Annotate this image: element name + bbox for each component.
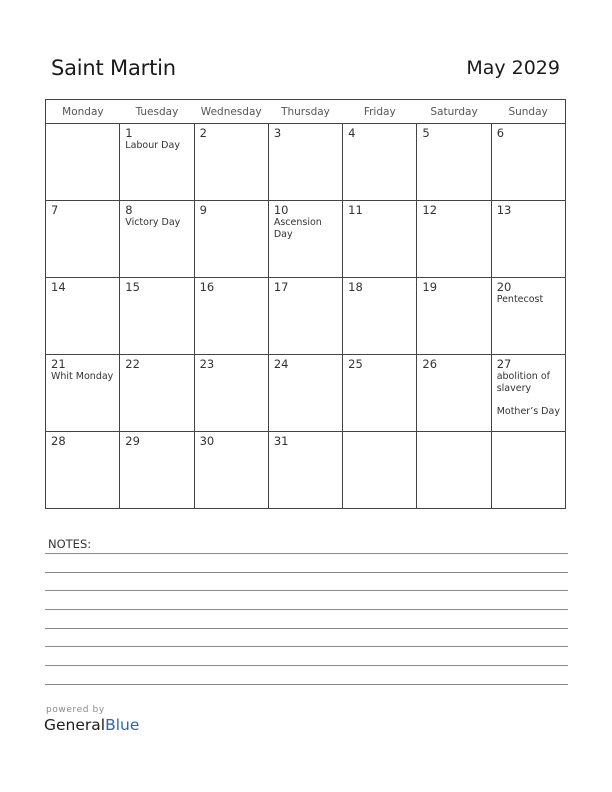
- day-number: 9: [199, 203, 207, 217]
- brand-footer: [44, 705, 139, 734]
- day-cell: [46, 278, 120, 355]
- day-number: 7: [51, 203, 59, 217]
- day-cell: [120, 432, 194, 509]
- day-cell: [268, 201, 342, 278]
- note-line: [45, 665, 568, 666]
- day-cell: [46, 201, 120, 278]
- day-cell: [194, 432, 268, 509]
- day-cell: [120, 355, 194, 432]
- day-cell: [343, 432, 417, 509]
- day-cell: [268, 355, 342, 432]
- day-cell: [194, 278, 268, 355]
- weekday-header: Wednesday: [194, 100, 268, 124]
- day-number: 30: [199, 434, 215, 448]
- day-number: 17: [273, 280, 289, 294]
- week-row: [46, 278, 566, 355]
- day-cell: [194, 124, 268, 201]
- country-title: Saint Martin: [51, 56, 176, 80]
- day-number: 19: [422, 280, 438, 294]
- day-number: 4: [348, 126, 356, 140]
- day-cell: [491, 432, 565, 509]
- note-line: [45, 572, 568, 573]
- day-cell: [194, 355, 268, 432]
- day-number: 25: [348, 357, 363, 371]
- day-cell: [491, 201, 565, 278]
- day-number: 16: [199, 280, 215, 294]
- day-cell: [417, 201, 491, 278]
- holiday-label: Labour Day: [125, 140, 180, 151]
- day-number: 23: [199, 357, 215, 371]
- powered-by-text: powered by: [46, 705, 105, 715]
- day-cell: [194, 201, 268, 278]
- week-row: [46, 124, 566, 201]
- note-line: [45, 609, 568, 610]
- day-cell: [268, 124, 342, 201]
- day-cell: [120, 278, 194, 355]
- day-number: 20: [496, 280, 512, 294]
- holiday-label: Ascension Day: [273, 217, 322, 240]
- day-number: 21: [51, 357, 66, 371]
- day-number: 15: [125, 280, 140, 294]
- day-cell: [417, 278, 491, 355]
- day-cell: [417, 432, 491, 509]
- day-number: 5: [422, 126, 430, 140]
- day-number: 2: [199, 126, 207, 140]
- day-cell: [120, 124, 194, 201]
- day-cell: [46, 432, 120, 509]
- day-cell: [491, 355, 565, 432]
- day-number: 10: [273, 203, 289, 217]
- holiday-label: Whit Monday: [51, 371, 114, 382]
- note-line: [45, 684, 568, 685]
- day-cell: [268, 432, 342, 509]
- day-number: 29: [125, 434, 140, 448]
- logo-general: General: [44, 716, 106, 734]
- day-number: 27: [496, 357, 512, 371]
- weekday-header: Saturday: [417, 100, 491, 124]
- day-number: 8: [125, 203, 133, 217]
- notes-label: NOTES:: [48, 537, 92, 551]
- weekday-header: Tuesday: [120, 100, 194, 124]
- holiday-label: Pentecost: [496, 294, 544, 305]
- day-number: 3: [273, 126, 282, 140]
- day-number: 14: [51, 280, 66, 294]
- day-number: 6: [496, 126, 505, 140]
- note-line: [45, 590, 568, 591]
- day-number: 13: [496, 203, 512, 217]
- holiday-label: Victory Day: [125, 217, 181, 228]
- calendar-grid: [45, 99, 566, 509]
- day-cell: [417, 355, 491, 432]
- weekday-header: Thursday: [268, 100, 342, 124]
- weekday-header: Sunday: [491, 100, 565, 124]
- note-line: [45, 646, 568, 647]
- holiday-label: Mother’s Day: [496, 406, 560, 417]
- month-year-title: May 2029: [466, 57, 560, 79]
- day-cell: [343, 278, 417, 355]
- day-cell: [343, 124, 417, 201]
- day-number: 18: [348, 280, 363, 294]
- day-number: 12: [422, 203, 438, 217]
- weekday-header-row: [46, 100, 566, 124]
- day-number: 28: [51, 434, 66, 448]
- day-number: 1: [125, 126, 133, 140]
- day-cell: [46, 355, 120, 432]
- weekday-header: Friday: [343, 100, 417, 124]
- note-line: [45, 628, 568, 629]
- day-cell: [120, 201, 194, 278]
- day-number: 26: [422, 357, 438, 371]
- day-number: 22: [125, 357, 140, 371]
- day-cell: [268, 278, 342, 355]
- day-number: 11: [348, 203, 363, 217]
- day-cell: [46, 124, 120, 201]
- generalblue-logo: [44, 716, 139, 734]
- week-row: [46, 201, 566, 278]
- weekday-header: Monday: [46, 100, 120, 124]
- holiday-label: abolition of slavery: [496, 371, 551, 394]
- logo-blue: Blue: [105, 716, 140, 734]
- day-number: 31: [273, 434, 289, 448]
- day-cell: [491, 278, 565, 355]
- week-row: [46, 432, 566, 509]
- day-cell: [343, 355, 417, 432]
- day-cell: [417, 124, 491, 201]
- note-line: [45, 553, 568, 554]
- day-cell: [343, 201, 417, 278]
- day-number: 24: [273, 357, 289, 371]
- week-row: [46, 355, 566, 432]
- day-cell: [491, 124, 565, 201]
